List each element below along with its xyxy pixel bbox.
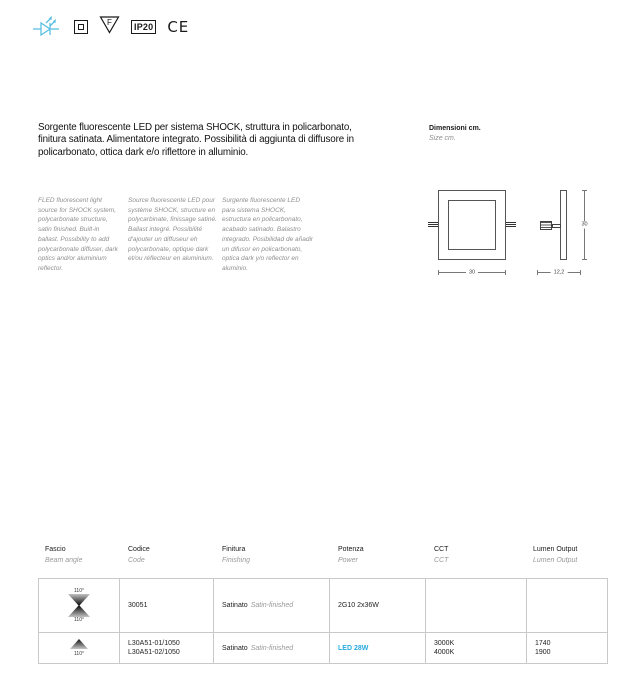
description-italian: Sorgente fluorescente LED per sistema SHOCK, struttura in policarbonato, finitura satinata. Alimentatore integrato. Possibilità di aggiunta di diffusore in policarbonato, ottica dark e/o riflettore in alluminio.: [38, 122, 354, 158]
f-mark-letter: F: [107, 17, 112, 27]
beam-angle-value: 110°: [74, 651, 84, 657]
beam-angle-top-value: 110°: [74, 588, 84, 594]
side-view-plug: [540, 221, 552, 230]
cell-finishing-row2: Satinato Satin-finished: [214, 633, 330, 663]
front-view-right-connector: [506, 222, 516, 227]
beam-cone-down-icon: [68, 594, 90, 606]
cell-lumen-row2: 1740 1900: [535, 640, 551, 656]
beam-angle-bottom-value: 110°: [74, 617, 84, 623]
cell-code-row1: 30051: [120, 579, 214, 633]
header-cct: CCT CCT: [434, 546, 449, 564]
beam-cone-icon: [70, 639, 88, 649]
spec-table-header-row: [0, 544, 642, 570]
dimensions-subtitle: Size cm.: [429, 134, 456, 142]
certification-icon-row: [33, 15, 189, 39]
side-height-dimension-line: [581, 190, 588, 260]
side-depth-dimension-line: [537, 269, 581, 275]
description-english: FLED fluorescent light source for SHOCK system, polycarbonate structure, satin finished. Built-in ballast. Possibility to add polycarbonate diffuser, dark optics and/or aluminium reflector.: [38, 197, 118, 272]
class-2-insulation-icon: [74, 20, 88, 34]
description-spanish: Surgente fluorescente LED para sistema SHOCK, estructura en policarbonato, acabado satinado. Balastro integrado. Posibilidad de añadir un difusor en policarbonato, optica dark y/o reflector en aluminio.: [222, 197, 314, 272]
cell-power-row2: [330, 633, 426, 663]
led-power-value: LED 28W: [338, 644, 369, 652]
side-view-profile: [560, 190, 567, 260]
header-code: Codice Code: [128, 546, 150, 564]
cell-cct-row2: 3000K 4000K: [426, 633, 527, 663]
front-view-inner-frame: [448, 200, 496, 250]
cell-code-row2: L30A51-01/1050 L30A51-02/1050: [120, 633, 214, 663]
front-view-left-connector: [428, 222, 438, 227]
cell-lumen-row1: [527, 579, 607, 633]
f-mark-icon: [99, 16, 120, 39]
description-french: Source fluorescente LED pour système SHOCK, structure en polycarbinate, finissage satiné. Ballast integré. Possibilité d'ajouter un diffuseur eh polycarbonate, optique dark et/ou réflecteur en aluminium.: [128, 197, 217, 263]
cell-beam-angle-row1: [39, 579, 120, 633]
ip-rating-badge: IP20: [131, 20, 156, 34]
side-height-value: 30: [578, 222, 590, 229]
header-lumen-output: Lumen Output Lumen Output: [533, 546, 578, 564]
cell-beam-angle-row2: [39, 633, 120, 663]
beam-cone-up-icon: [68, 605, 90, 617]
front-width-value: 30: [466, 269, 478, 276]
header-beam-angle: Fascio Beam angle: [45, 546, 83, 564]
spec-table: [38, 578, 608, 664]
cell-power-row1: 2G10 2x36W: [330, 579, 426, 633]
side-depth-value: 12,2: [551, 269, 568, 276]
cell-cct-row1: [426, 579, 527, 633]
cell-finishing-row1: Satinato Satin-finished: [214, 579, 330, 633]
dimensions-title: Dimensioni cm.: [429, 125, 481, 132]
header-finishing: Finitura Finishing: [222, 546, 251, 564]
header-power: Potenza Power: [338, 546, 364, 564]
front-width-dimension-line: [438, 269, 506, 275]
side-view-plug-stem: [552, 224, 561, 228]
dimensions-heading: [429, 124, 481, 143]
led-diode-icon: [33, 14, 63, 41]
ce-mark-icon: CE: [167, 18, 190, 36]
